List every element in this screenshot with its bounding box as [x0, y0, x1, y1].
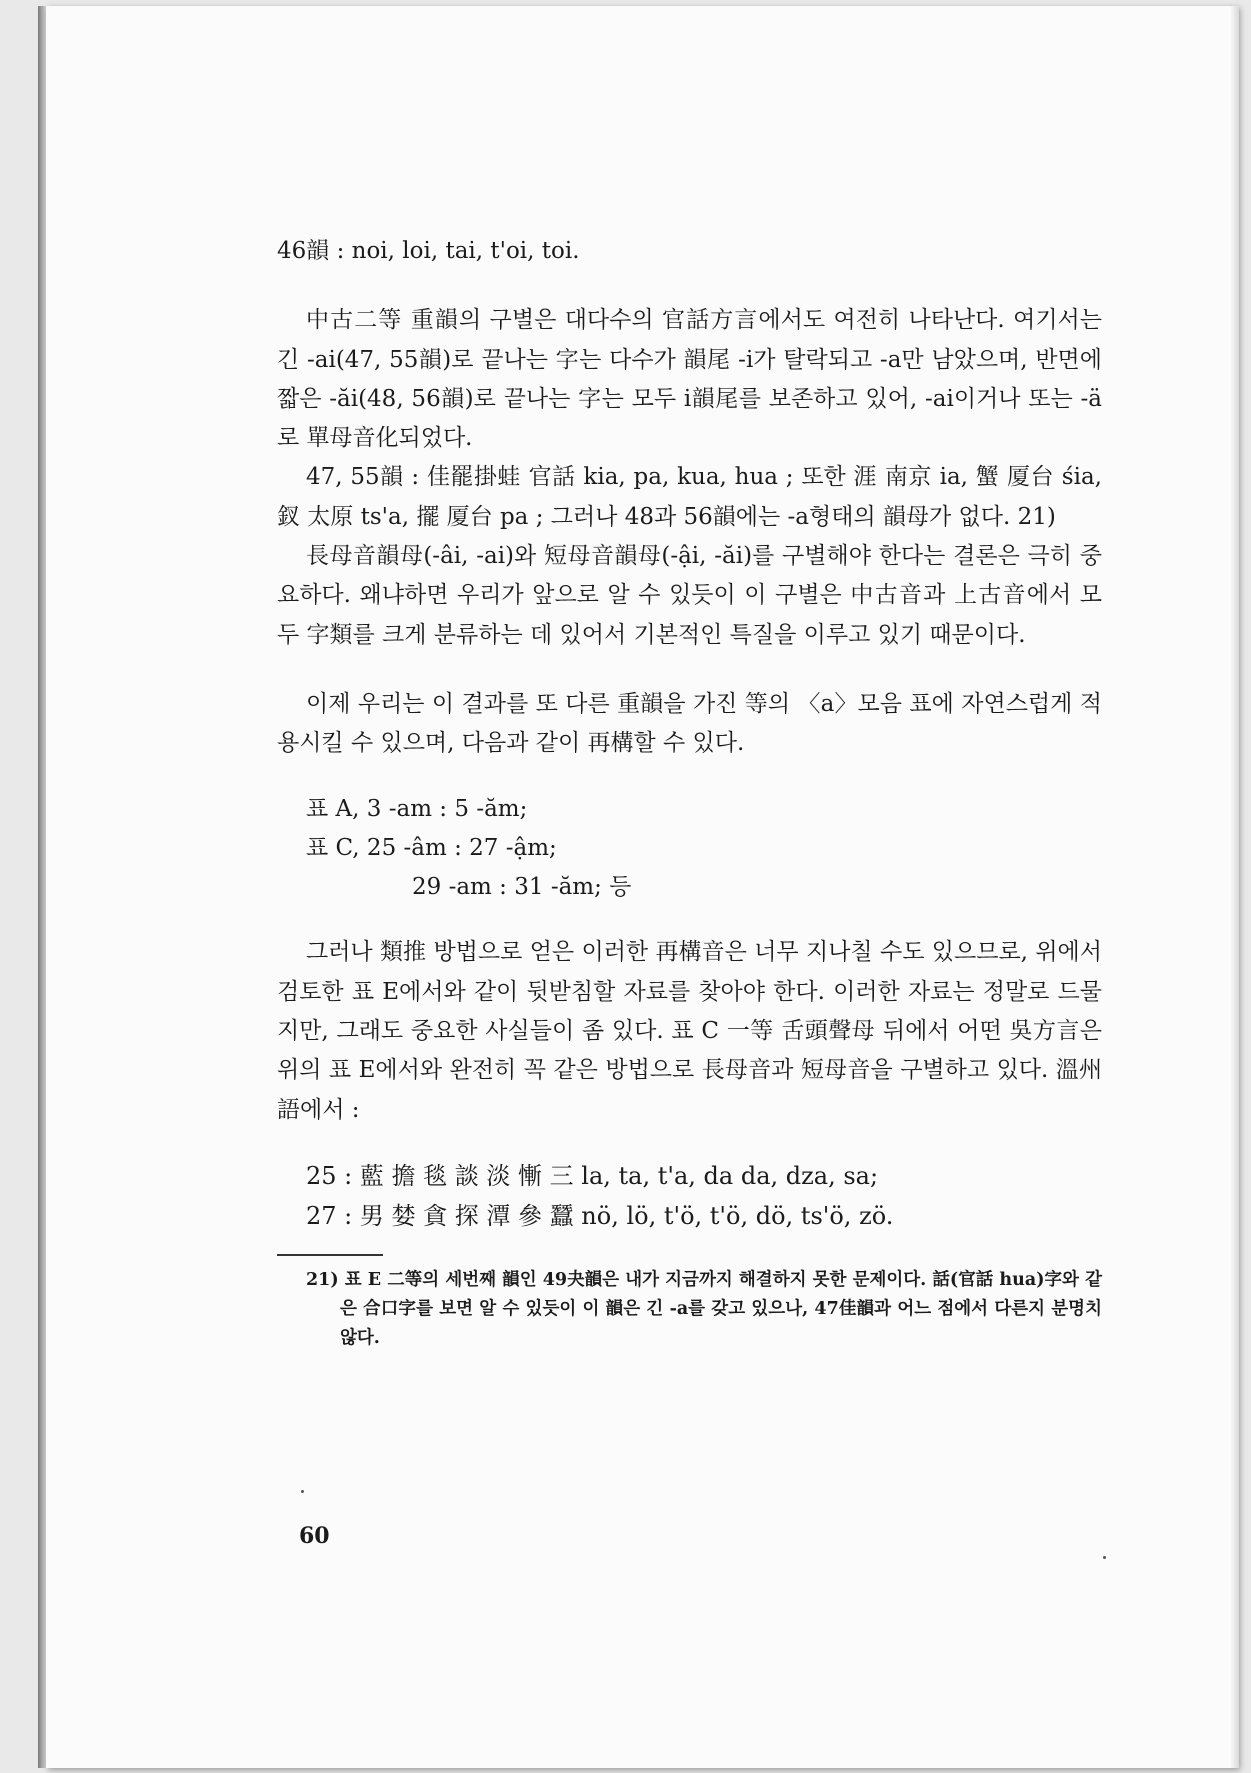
footnote-text: 21) 표 E 二等의 세번째 韻인 49夬韻은 내가 지금까지 해결하지 못한 문제이다. 話(官話 hua)字와 같은 合口字를 보면 알 수 있듯이 이 韻은 긴 -a를 갖고 있으나, 47佳韻과 어느 점에서 다른지 분명치 않다. [306, 1269, 1102, 1348]
page-speck [1103, 1556, 1106, 1559]
footnote-rule [277, 1254, 383, 1256]
footnote-21 [277, 1266, 1102, 1353]
book-spine-shadow [38, 6, 46, 1768]
table-c-subline: 29 -am : 31 -ăm; 등 [412, 874, 632, 901]
table-c-line: 표 C, 25 -âm : 27 -ậm; [306, 834, 557, 861]
paragraph-wu-dialect: 그러나 類推 방법으로 얻은 이러한 再構音은 너무 지나칠 수도 있으므로, 위에서 검토한 표 E에서와 같이 뒷받침할 자료를 찾아야 한다. 이러한 자료는 정말로 드물지만, 그래도 중요한 사실들이 좀 있다. 표 C 一等 舌頭聲母 뒤에서 어떤 吳方言은 위의 표 E에서와 완전히 꼭 같은 방법으로 長母音과 短母音을 구별하고 있다. 溫州語에서 : [277, 939, 1102, 1123]
table-a-line: 표 A, 3 -am : 5 -ăm; [306, 795, 528, 822]
example-27-line: 27 : 男 婪 貪 探 潭 參 蠶 nö, lö, t'ö, t'ö, dö, ts'ö, zö. [306, 1201, 894, 1230]
page-number: 60 [299, 1523, 330, 1549]
page-edge [1229, 6, 1239, 1768]
example-25-line: 25 : 藍 擔 毯 談 淡 慚 三 la, ta, t'a, da da, dza, sa; [306, 1161, 879, 1190]
page-speck [301, 1490, 304, 1493]
page-content [277, 232, 1102, 1353]
paragraph-rhyme-47-55: 47, 55韻 : 佳罷掛蛙 官話 kia, pa, kua, hua ; 또한 涯 南京 ia, 蟹 厦台 śia, 釵 太原 ts'a, 擺 厦台 pa ; 그러나 48과 56韻에는 -a형태의 韻母가 없다. 21) [277, 464, 1102, 530]
paragraph-reconstruction: 이제 우리는 이 결과를 또 다른 重韻을 가진 等의 〈a〉모음 표에 자연스럽게 적용시킬 수 있으며, 다음과 같이 再構할 수 있다. [277, 690, 1102, 757]
rhyme-46-line: 46韻 : noi, loi, tai, t'oi, toi. [277, 238, 580, 264]
paragraph-long-short-vowels: 長母音韻母(-âi, -ai)와 短母音韻母(-ậi, -ăi)를 구별해야 한다는 결론은 극히 중요하다. 왜냐하면 우리가 앞으로 알 수 있듯이 이 구별은 中古音과 上古音에서 모두 字類를 크게 분류하는 데 있어서 기본적인 특질을 이루고 있기 때문이다. [277, 543, 1102, 648]
wenzhou-examples [277, 1156, 1102, 1236]
table-reconstruction-list [277, 790, 1102, 908]
paragraph-division-rhymes: 中古二等 重韻의 구별은 대다수의 官話方言에서도 여전히 나타난다. 여기서는 긴 -ai(47, 55韻)로 끝나는 字는 다수가 韻尾 -i가 탈락되고 -a만 남았으며, 반면에 짧은 -ăi(48, 56韻)로 끝나는 字는 모두 i韻尾를 보존하고 있어, -ai이거나 또는 -ä로 單母音化되었다. [277, 307, 1102, 452]
